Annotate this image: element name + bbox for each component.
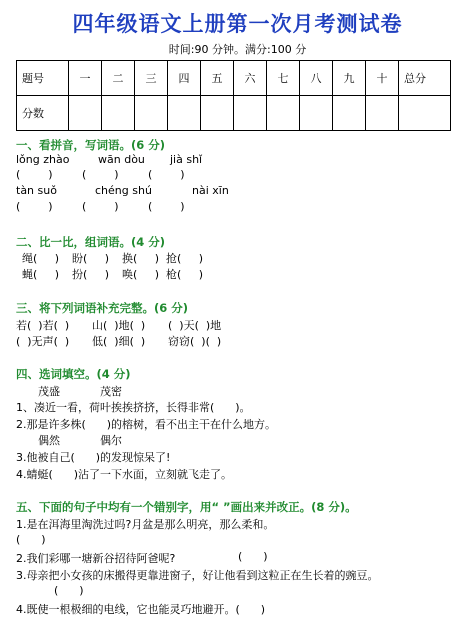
word-option: 茂密	[100, 385, 122, 398]
answer-blank[interactable]: ( )	[148, 200, 185, 213]
table-cell: 八	[300, 61, 333, 96]
page-title: 四年级语文上册第一次月考测试卷	[72, 11, 403, 36]
table-cell: 分数	[17, 96, 69, 131]
question-text: 3.母亲把小女孩的床搬得更靠进窗子，好让他看到这粒正在生长着的豌豆。	[16, 569, 379, 582]
answer-blank[interactable]: ( )	[82, 200, 119, 213]
word-item[interactable]: 换( )	[122, 252, 160, 265]
question-text: 2.我们彩哪一塘新谷招待阿爸呢?	[16, 552, 176, 565]
pinyin: lǒng zhào	[16, 153, 70, 166]
table-cell: 四	[168, 61, 201, 96]
word-item[interactable]: 枪( )	[166, 268, 204, 281]
word-item[interactable]: 唤( )	[122, 268, 160, 281]
table-cell: 九	[333, 61, 366, 96]
score-input-cell[interactable]	[399, 96, 451, 131]
score-input-cell[interactable]	[201, 96, 234, 131]
question-text: 4.蜻蜓( )沾了一下水面，立刻就飞走了。	[16, 468, 233, 481]
word-item[interactable]: 蝇( )	[22, 268, 60, 281]
question-text: 1.是在洱海里淘洗过吗?月盆是那么明亮，那么柔和。	[16, 518, 275, 531]
pinyin: wān dòu	[98, 153, 145, 166]
score-input-cell[interactable]	[135, 96, 168, 131]
score-input-cell[interactable]	[168, 96, 201, 131]
idiom-item[interactable]: 窃窃( )( )	[168, 335, 222, 348]
section-2-title: 二、比一比，组词语。(4 分)	[16, 235, 166, 249]
pinyin: chéng shú	[95, 184, 152, 197]
answer-blank[interactable]: ( )	[16, 168, 53, 181]
score-input-cell[interactable]	[333, 96, 366, 131]
answer-blank[interactable]: ( )	[16, 200, 53, 213]
question-text: 4.既使一根极细的电线，它也能灵巧地避开。( )	[16, 603, 266, 616]
score-table	[16, 60, 451, 131]
idiom-item[interactable]: ( )天( )地	[168, 319, 222, 332]
table-cell: 一	[69, 61, 102, 96]
question-text: 3.他被自己( )的发现惊呆了!	[16, 451, 171, 464]
word-option: 偶然	[38, 434, 60, 447]
table-cell: 总分	[399, 61, 451, 96]
score-input-cell[interactable]	[300, 96, 333, 131]
answer-blank[interactable]: ( )	[148, 168, 185, 181]
word-option: 茂盛	[38, 385, 60, 398]
table-cell: 三	[135, 61, 168, 96]
table-row	[17, 96, 451, 131]
table-cell: 六	[234, 61, 267, 96]
score-input-cell[interactable]	[267, 96, 300, 131]
score-input-cell[interactable]	[102, 96, 135, 131]
table-cell: 七	[267, 61, 300, 96]
word-item[interactable]: 扮( )	[72, 268, 110, 281]
section-3-title: 三、将下列词语补充完整。(6 分)	[16, 301, 189, 315]
score-input-cell[interactable]	[69, 96, 102, 131]
answer-blank[interactable]: ( )	[16, 533, 46, 546]
table-row	[17, 61, 451, 96]
answer-blank[interactable]: ( )	[238, 550, 268, 563]
section-4-title: 四、选词填空。(4 分)	[16, 367, 131, 381]
idiom-item[interactable]: 若( )若( )	[16, 319, 70, 332]
table-cell: 十	[366, 61, 399, 96]
idiom-item[interactable]: 山( )地( )	[92, 319, 146, 332]
word-option: 偶尔	[100, 434, 122, 447]
pinyin: tàn suǒ	[16, 184, 57, 197]
answer-blank[interactable]: ( )	[82, 168, 119, 181]
pinyin: jià shǐ	[170, 153, 203, 166]
score-input-cell[interactable]	[234, 96, 267, 131]
score-input-cell[interactable]	[366, 96, 399, 131]
table-cell: 二	[102, 61, 135, 96]
answer-blank[interactable]: ( )	[54, 584, 84, 597]
table-cell: 题号	[17, 61, 69, 96]
question-text: 1、凑近一看，荷叶挨挨挤挤，长得非常( )。	[16, 401, 251, 414]
word-item[interactable]: 绳( )	[22, 252, 60, 265]
idiom-item[interactable]: 低( )细( )	[92, 335, 146, 348]
exam-info: 时间:90 分钟。满分:100 分	[168, 43, 307, 56]
question-text: 2.那是许多株( )的榕树，看不出主干在什么地方。	[16, 418, 277, 431]
table-cell: 五	[201, 61, 234, 96]
pinyin: nài xīn	[192, 184, 229, 197]
section-5-title: 五、下面的句子中均有一个错别字，用“ ”画出来并改正。(8 分)。	[16, 500, 357, 514]
section-1-title: 一、看拼音，写词语。(6 分)	[16, 138, 166, 152]
word-item[interactable]: 盼( )	[72, 252, 110, 265]
idiom-item[interactable]: ( )无声( )	[16, 335, 70, 348]
word-item[interactable]: 抢( )	[166, 252, 204, 265]
